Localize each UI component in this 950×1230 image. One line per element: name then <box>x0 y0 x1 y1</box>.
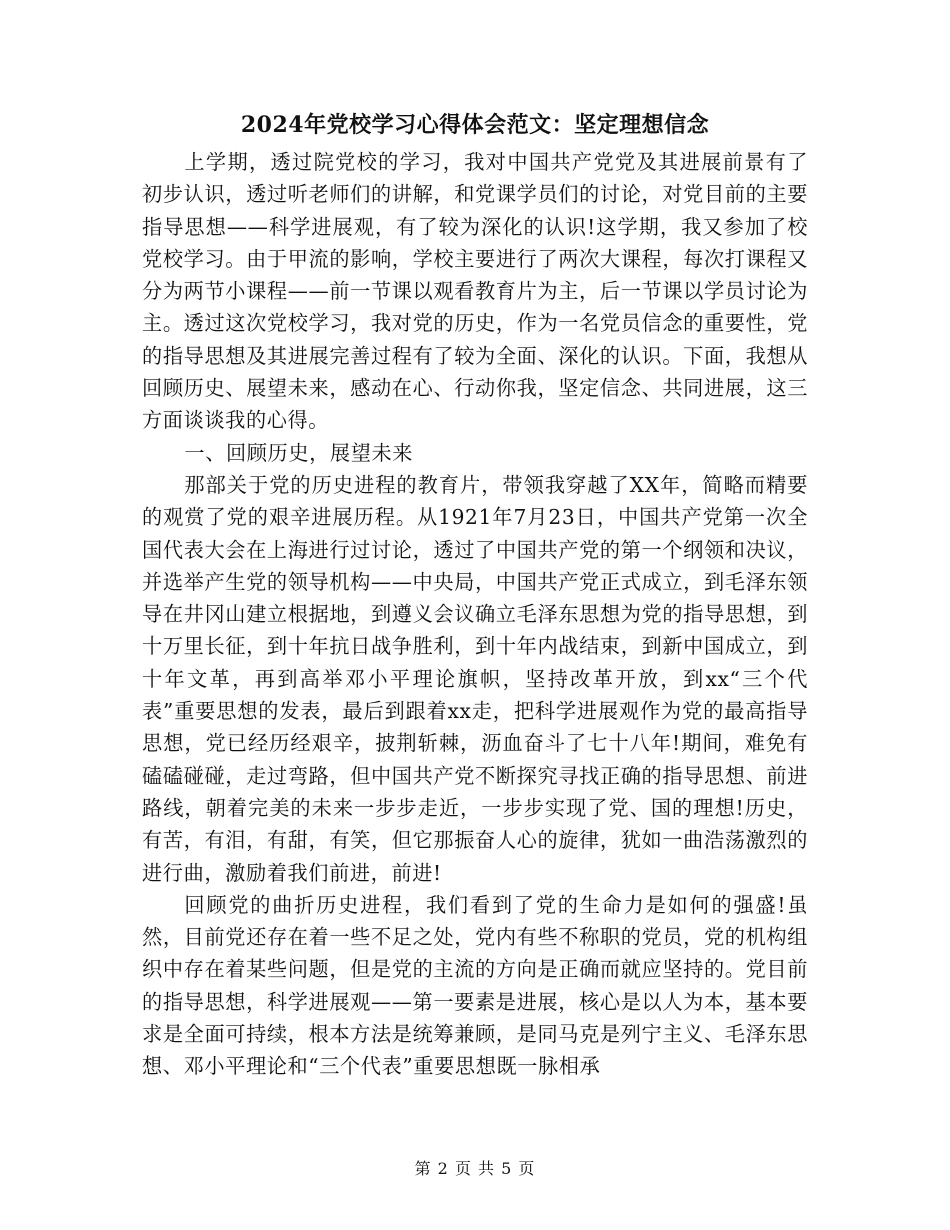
paragraph-review: 回顾党的曲折历史进程，我们看到了党的生命力是如何的强盛!虽然，目前党还存在着一些不足之处，党内有些不称职的党员，党的机构组织中存在着某些问题，但是党的主流的方向是正确而就应坚持的。党目前的指导思想，科学进展观——第一要素是进展，核心是以人为本，基本要求是全面可持续，根本方法是统筹兼顾，是同马克是列宁主义、毛泽东思想、邓小平理论和“三个代表”重要思想既一脉相承 <box>142 892 808 1079</box>
page-number: 第 2 页 共 5 页 <box>414 1159 536 1178</box>
section-heading: 一、回顾历史，展望未来 <box>184 440 414 465</box>
document-title: 2024年党校学习心得体会范文：坚定理想信念 <box>240 112 710 138</box>
paragraph-history: 那部关于党的历史进程的教育片，带领我穿越了XX年，简略而精要的观赏了党的艰辛进展历程。从1921年7月23日，中国共产党第一次全国代表大会在上海进行过讨论，透过了中国共产党的第一个纲领和决议，并选举产生党的领导机构——中央局，中国共产党正式成立，到毛泽东领导在井冈山建立根据地，到遵义会议确立毛泽东思想为党的指导思想，到十万里长征，到十年抗日战争胜利，到十年内战结束，到新中国成立，到十年文革，再到高举邓小平理论旗帜，坚持改革开放，到xx“三个代表”重要思想的发表，最后到跟着xx走，把科学进展观作为党的最高指导思想，党已经历经艰辛，披荆斩棘，沥血奋斗了七十八年!期间，难免有磕磕碰碰，走过弯路，但中国共产党不断探究寻找正确的指导思想、前进路线，朝着完美的未来一步步走近，一步步实现了党、国的理想!历史，有苦，有泪，有甜，有笑，但它那振奋人心的旋律，犹如一曲浩荡激烈的进行曲，激励着我们前进，前进! <box>142 472 808 885</box>
document-body <box>142 146 808 1083</box>
paragraph-intro: 上学期，透过院党校的学习，我对中国共产党党及其进展前景有了初步认识，透过听老师们的讲解，和党课学员们的讨论，对党目前的主要指导思想——科学进展观，有了较为深化的认识!这学期，我又参加了校党校学习。由于甲流的影响，学校主要进行了两次大课程，每次打课程又分为两节小课程——前一节课以观看教育片为主，后一节课以学员讨论为主。透过这次党校学习，我对党的历史，作为一名党员信念的重要性，党的指导思想及其进展完善过程有了较为全面、深化的认识。下面，我想从回顾历史、展望未来，感动在心、行动你我，坚定信念、共同进展，这三方面谈谈我的心得。 <box>142 150 808 433</box>
